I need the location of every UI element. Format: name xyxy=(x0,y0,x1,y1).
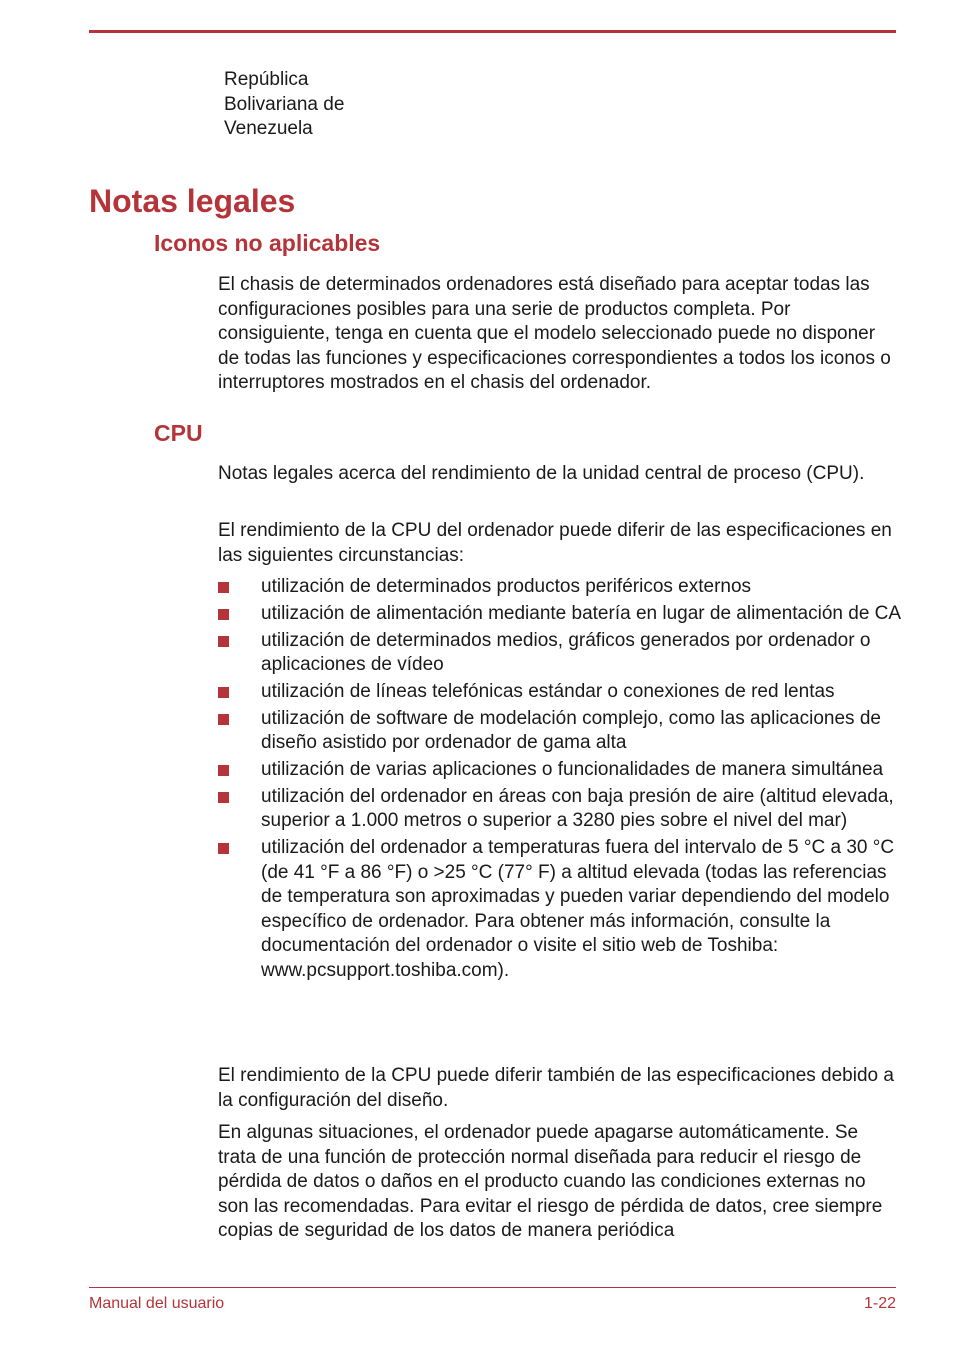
country-name-text: República Bolivariana de Venezuela xyxy=(224,69,345,139)
list-item-text: utilización de determinados medios, gráficos generados por ordenador o aplicaciones de vídeo xyxy=(261,629,871,676)
bullet-square-icon xyxy=(218,765,229,776)
bullet-square-icon xyxy=(218,636,229,647)
section-title: Notas legales xyxy=(89,183,296,219)
bullet-square-icon xyxy=(218,843,229,854)
cpu-heading: CPU xyxy=(154,420,203,446)
list-item xyxy=(218,785,902,834)
footer-manual-title: Manual del usuario xyxy=(89,1295,225,1312)
list-item xyxy=(218,836,902,983)
list-item xyxy=(218,602,902,627)
cpu-intro-paragraph: Notas legales acerca del rendimiento de la unidad central de proceso (CPU). xyxy=(218,463,865,484)
bullet-square-icon xyxy=(218,687,229,698)
bullet-square-icon xyxy=(218,792,229,803)
icons-paragraph: El chasis de determinados ordenadores está diseñado para aceptar todas las configuraciones posibles para una serie de productos completa. Por consiguiente, tenga en cuenta que el modelo seleccionado puede no disponer de todas las funciones y especificaciones correspondientes a todos los iconos o interruptores mostrados en el chasis del ordenador. xyxy=(218,274,891,393)
list-item xyxy=(218,575,902,600)
cpu-config-paragraph: El rendimiento de la CPU puede diferir también de las especificaciones debido a la configuración del diseño. xyxy=(218,1065,894,1111)
footer-rule xyxy=(89,1287,896,1288)
footer-page-number: 1-22 xyxy=(863,1295,896,1312)
list-item-text: utilización de alimentación mediante batería en lugar de alimentación de CA xyxy=(261,602,902,624)
icons-heading: Iconos no aplicables xyxy=(154,230,381,256)
cpu-conditions-list xyxy=(218,575,902,985)
list-item-text: utilización de software de modelación complejo, como las aplicaciones de diseño asistido por ordenador de gama alta xyxy=(261,707,881,754)
bullet-square-icon xyxy=(218,714,229,725)
list-item-text: utilización de determinados productos periféricos externos xyxy=(261,576,752,597)
bullet-square-icon xyxy=(218,582,229,593)
list-item-text: utilización del ordenador a temperaturas fuera del intervalo de 5 °C a 30 °C (de 41 °F a 86 °F) o >25 °C (77° F) a altitud elevada (todas las referencias de temperatura son aproximadas y pueden variar dependiendo del modelo específico de ordenador. Para obtener más información, consulte la documentación del ordenador o visite el sitio web de Toshiba: www.pcsupport.toshiba.com). xyxy=(261,837,895,981)
list-item xyxy=(218,680,902,705)
list-item xyxy=(218,629,902,678)
cpu-lead-paragraph: El rendimiento de la CPU del ordenador puede diferir de las especificaciones en las siguientes circunstancias: xyxy=(218,520,892,566)
list-item-text: utilización del ordenador en áreas con baja presión de aire (altitud elevada, superior a 1.000 metros o superior a 3280 pies sobre el nivel del mar) xyxy=(261,785,894,832)
bullet-square-icon xyxy=(218,609,229,620)
list-item xyxy=(218,707,902,756)
header-rule xyxy=(89,30,896,33)
list-item xyxy=(218,758,902,783)
cpu-shutdown-paragraph: En algunas situaciones, el ordenador puede apagarse automáticamente. Se trata de una función de protección normal diseñada para reducir el riesgo de pérdida de datos o daños en el producto cuando las condiciones externas no son las recomendadas. Para evitar el riesgo de pérdida de datos, cree siempre copias de seguridad de los datos de manera periódica xyxy=(218,1122,883,1241)
list-item-text: utilización de varias aplicaciones o funcionalidades de manera simultánea xyxy=(261,758,884,780)
list-item-text: utilización de líneas telefónicas estándar o conexiones de red lentas xyxy=(261,680,835,702)
